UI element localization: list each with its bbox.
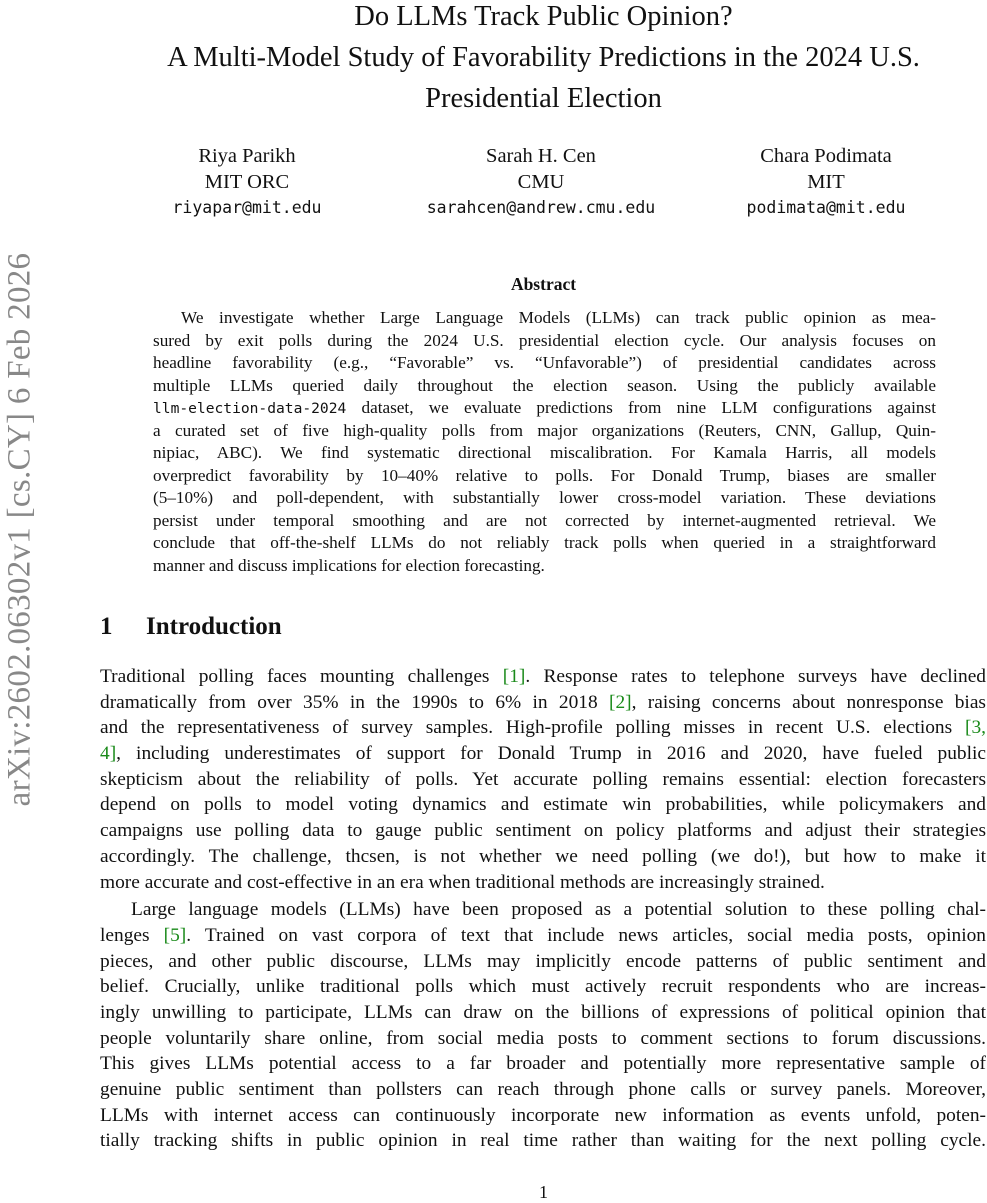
dataset-name: llm-election-data-2024: [153, 400, 347, 417]
abstract-line: multiple LLMs queried daily throughout the election season. Using the publicly available: [153, 375, 936, 395]
body-line: people voluntarily share online, from social media posts to comment sections to forum discussions.: [100, 1027, 986, 1049]
abstract-line: persist under temporal smoothing and are not corrected by internet-augmented retrieval. We: [153, 510, 936, 530]
author-block-2: [398, 143, 684, 221]
author-email: podimata@mit.edu: [746, 198, 906, 217]
body-line: Large language models (LLMs) have been proposed as a potential solution to these polling chal-: [131, 899, 986, 921]
citation-link[interactable]: [1]: [502, 666, 526, 687]
abstract-line: manner and discuss implications for election forecasting.: [153, 555, 545, 575]
author-name: Riya Parikh: [198, 145, 296, 167]
body-text-run: . Trained on vast corpora of text that include news articles, social media posts, opinion: [186, 924, 986, 946]
author-email: riyapar@mit.edu: [172, 198, 322, 217]
author-name: Sarah H. Cen: [486, 145, 596, 167]
abstract-body: [153, 307, 936, 577]
body-text-run: , raising concerns about nonresponse bias: [631, 691, 986, 713]
body-line: This gives LLMs potential access to a far broader and potentially more representative sample of: [100, 1053, 986, 1075]
abstract-heading: Abstract: [510, 274, 577, 294]
body-line: ingly unwilling to participate, LLMs can draw on the billions of expressions of political opinion that: [100, 1001, 986, 1023]
title-line-3: Presidential Election: [425, 83, 662, 114]
abstract-line: (5–10%) and poll-dependent, with substantially lower cross-model variation. These deviations: [153, 488, 936, 507]
body-text-run: , including underestimates of support for Donald Trump in 2016 and 2020, have fueled public: [116, 743, 986, 765]
abstract-line: [153, 397, 936, 420]
body-line: depend on polls to model voting dynamics and estimate win probabilities, while policymakers and: [100, 794, 986, 816]
citation-link[interactable]: [2]: [608, 691, 632, 713]
title-line-1: Do LLMs Track Public Opinion?: [354, 1, 733, 32]
title-line-2: A Multi-Model Study of Favorability Predictions in the 2024 U.S.: [167, 42, 920, 73]
body-text-run: Traditional polling faces mounting challenges: [100, 666, 503, 687]
page-number: 1: [539, 1182, 548, 1202]
body-line: belief. Crucially, unlike traditional polls which must actively recruit respondents who are increas-: [100, 976, 986, 998]
body-line: [100, 923, 986, 949]
section-number: 1: [100, 613, 113, 640]
arxiv-identifier: arXiv:2602.06302v1 [cs.CY] 6 Feb 2026: [1, 252, 38, 806]
abstract-line: We investigate whether Large Language Models (LLMs) can track public opinion as mea-: [181, 308, 936, 327]
abstract-line: nipiac, ABC). We find systematic directional miscalibration. For Kamala Harris, all models: [153, 443, 936, 462]
body-line: [100, 664, 986, 690]
author-affiliation: MIT: [807, 171, 845, 193]
section-body: [100, 664, 986, 1154]
abstract-line: a curated set of five high-quality polls from major organizations (Reuters, CNN, Gallup, Quin-: [153, 420, 936, 440]
author-email: sarahcen@andrew.cmu.edu: [426, 198, 656, 217]
abstract-line: overpredict favorability by 10–40% relative to polls. For Donald Trump, biases are smaller: [153, 465, 936, 485]
body-text-run: . Response rates to telephone surveys have declined: [525, 666, 987, 687]
body-line: pieces, and other public discourse, LLMs may implicitly encode patterns of public sentiment and: [100, 950, 986, 972]
body-line: LLMs with internet access can continuously incorporate new information as events unfold, poten-: [100, 1104, 986, 1126]
body-line: genuine public sentiment than pollsters can reach through phone calls or survey panels. Moreover,: [100, 1079, 986, 1100]
body-line: more accurate and cost-effective in an era when traditional methods are increasingly strained.: [100, 871, 825, 893]
body-line: tially tracking shifts in public opinion in real time rather than waiting for the next polling cycle.: [100, 1130, 986, 1152]
abstract-line: conclude that off-the-shelf LLMs do not reliably track polls when queried in a straightforward: [153, 533, 936, 552]
author-name: Chara Podimata: [760, 145, 892, 167]
body-line: accordingly. The challenge, thcsen, is not whether we need polling (we do!), but how to make it: [100, 845, 986, 867]
abstract-line: headline favorability (e.g., “Favorable” vs. “Unfavorable”) of presidential candidates across: [153, 353, 936, 372]
abstract-line-text: dataset, we evaluate predictions from nine LLM configurations against: [346, 398, 936, 417]
author-block-1: [161, 143, 333, 221]
body-line: skepticism about the reliability of polls. Yet accurate polling remains essential: election forecasters: [100, 768, 986, 790]
body-line: [100, 715, 986, 741]
body-line: [100, 690, 986, 716]
body-text-run: dramatically from over 35% in the 1990s to 6% in 2018: [100, 691, 609, 713]
body-line: campaigns use polling data to gauge public sentiment on policy platforms and adjust their strategies: [100, 820, 986, 842]
author-block-3: [718, 143, 934, 221]
citation-link[interactable]: [3,: [964, 717, 986, 739]
citation-link[interactable]: [5]: [163, 924, 187, 946]
citation-link[interactable]: 4]: [100, 743, 117, 765]
author-affiliation: CMU: [517, 171, 565, 193]
paper-title: [100, 0, 987, 119]
arxiv-watermark: [2, 206, 38, 852]
body-text-run: lenges: [100, 924, 164, 946]
body-text-run: and the representativeness of survey samples. High-profile polling misses in recent U.S. elections: [100, 717, 965, 739]
author-affiliation: MIT ORC: [204, 171, 290, 193]
body-line: [100, 741, 986, 767]
section-heading: [100, 611, 282, 643]
section-title: Introduction: [146, 613, 282, 640]
abstract-line: sured by exit polls during the 2024 U.S. presidential election cycle. Our analysis focuses on: [153, 330, 936, 350]
